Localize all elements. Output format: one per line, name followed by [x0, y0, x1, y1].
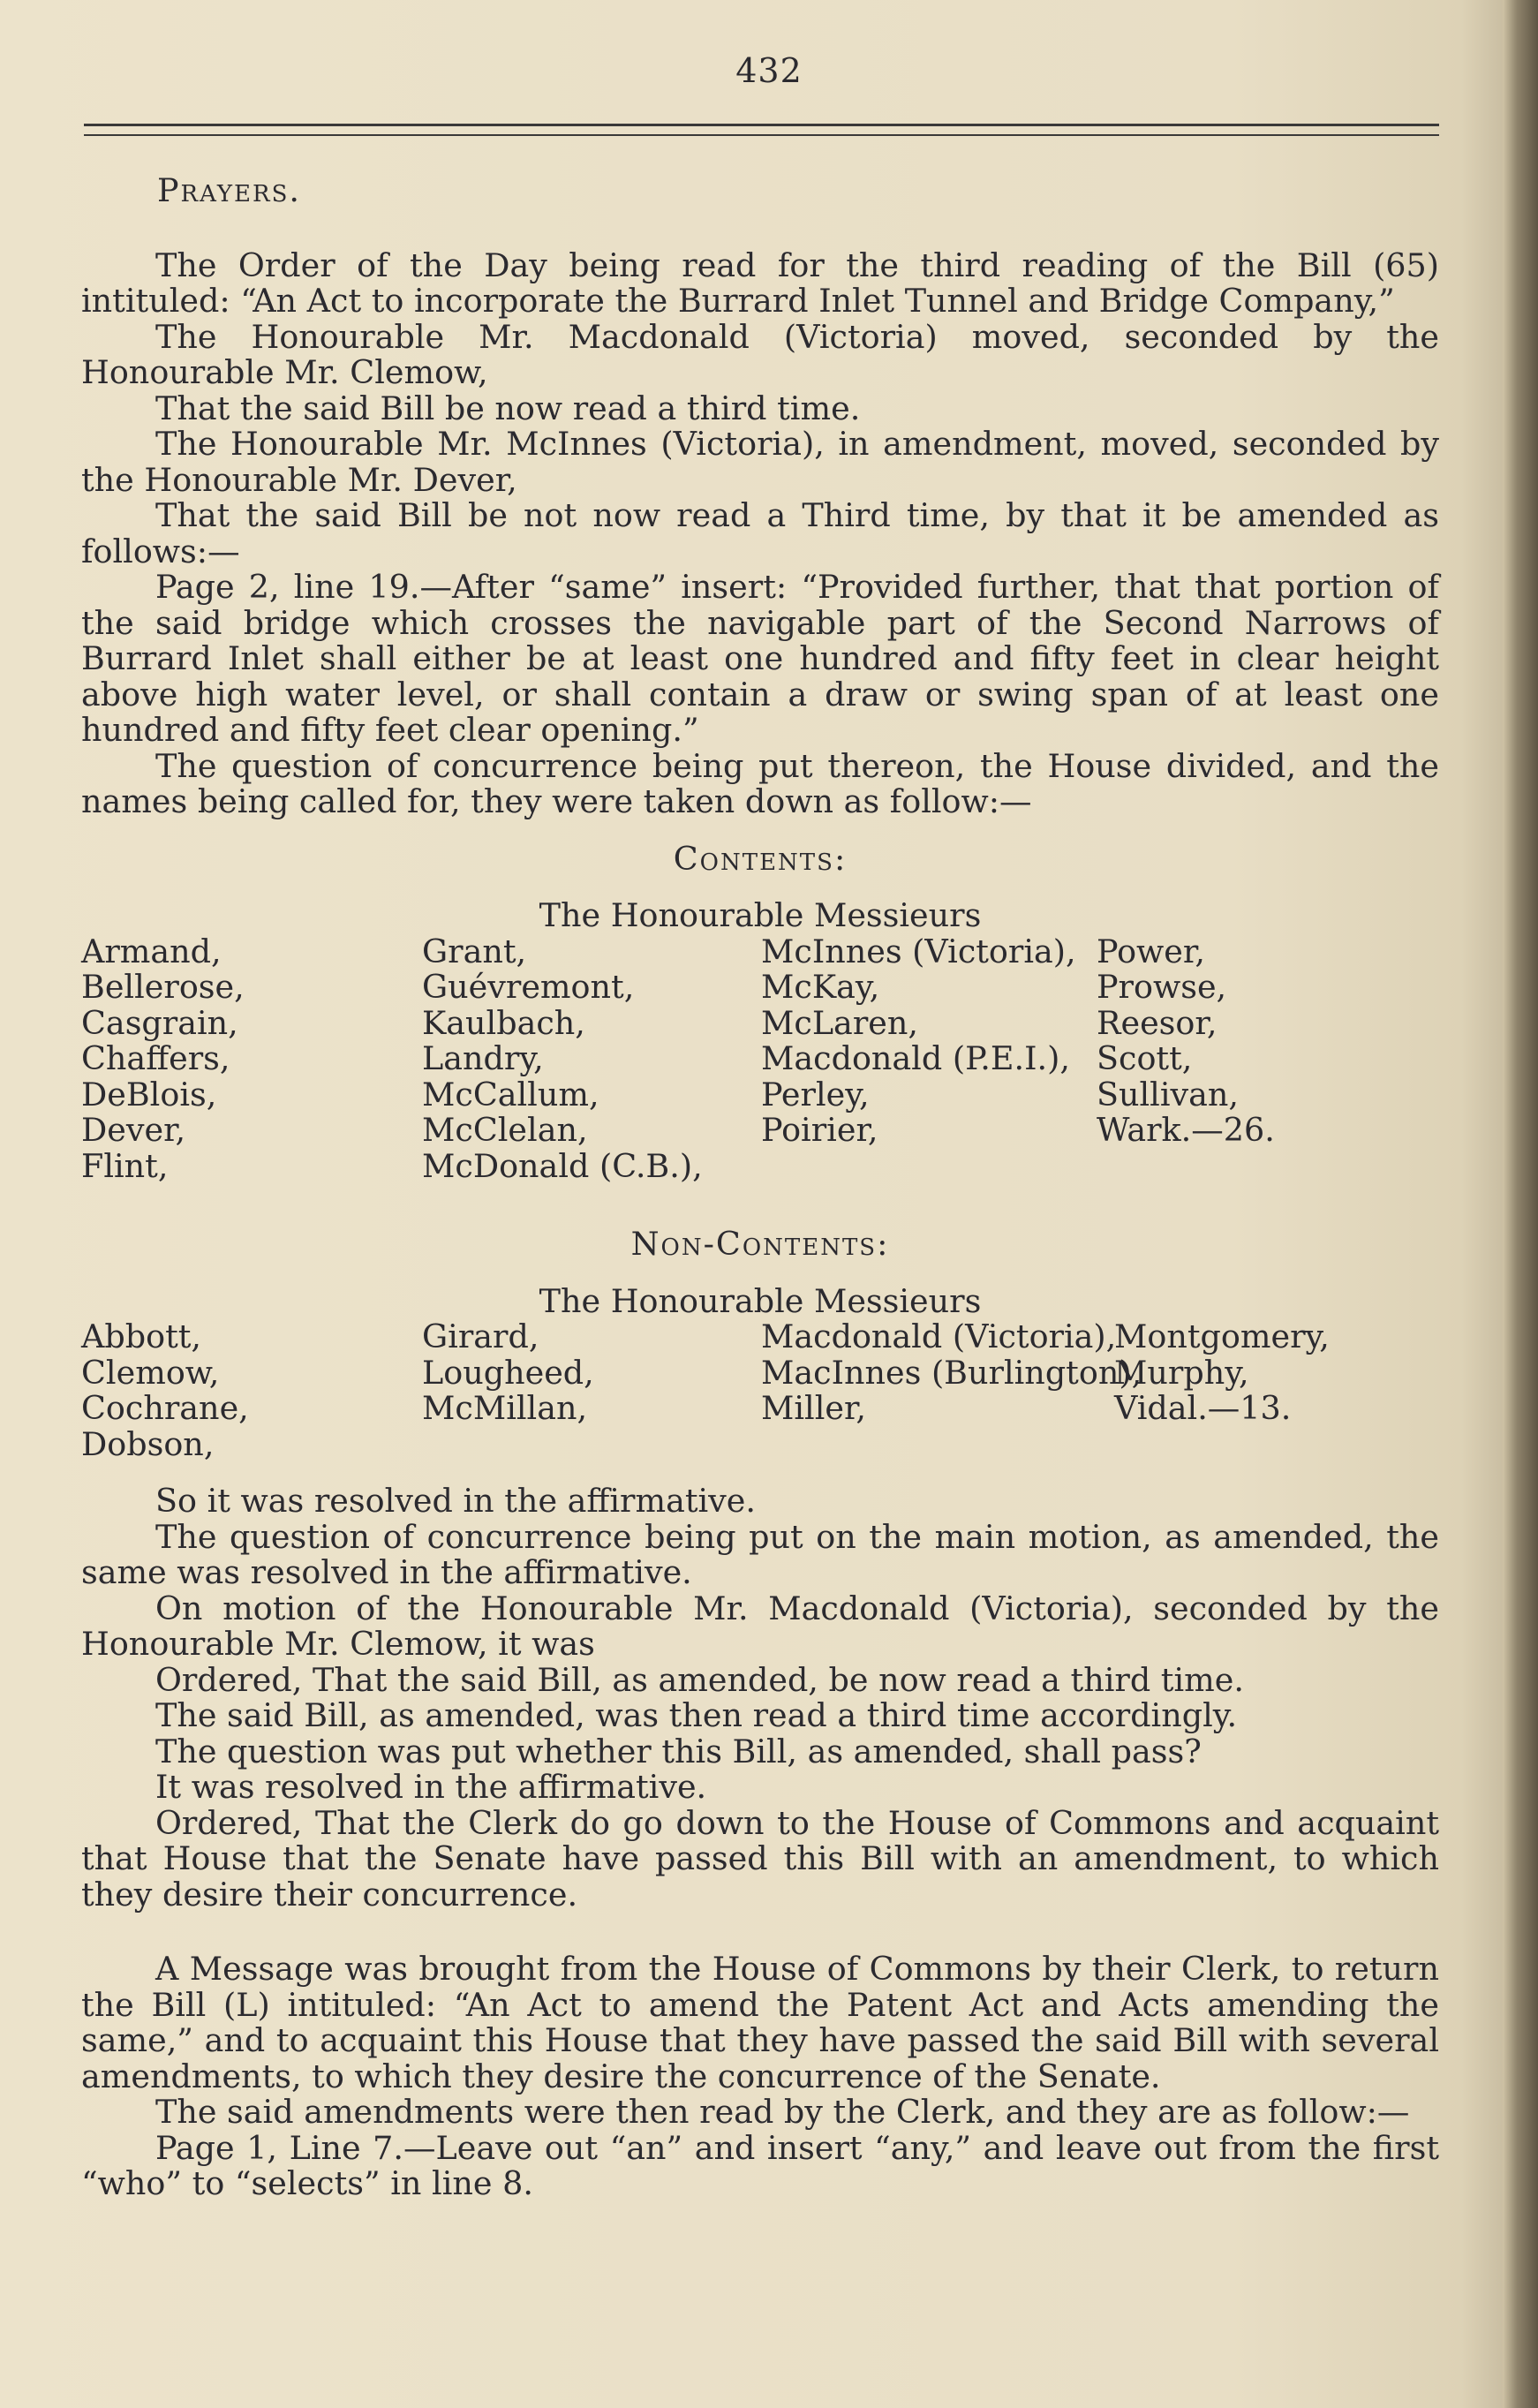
- name-row: [81, 1003, 1439, 1042]
- name-entry: Macdonald (P.E.I.),: [761, 1039, 1070, 1077]
- name-entry: Poirier,: [761, 1111, 878, 1149]
- name-row: [81, 1424, 1439, 1463]
- paragraph: The Order of the Day being read for the third reading of the Bill (65) intituled: “An Act to incorporate the Burrard Inlet Tunnel and Bridge Company,”: [81, 245, 1439, 320]
- name-row: [81, 1113, 1439, 1149]
- header-rule-top: [84, 124, 1439, 126]
- name-entry: McCallum,: [422, 1075, 599, 1113]
- name-entry: Girard,: [422, 1317, 539, 1355]
- paragraph: That the said Bill be now read a third time.: [155, 389, 861, 427]
- name-entry: Chaffers,: [81, 1039, 230, 1077]
- paragraph: Page 1, Line 7.—Leave out “an” and insert “any,” and leave out from the first “who” to “selects” in line 8.: [81, 2128, 1439, 2202]
- page-body: [81, 173, 1439, 2202]
- name-entry: Grant,: [422, 932, 527, 970]
- name-entry: Power,: [1097, 932, 1205, 970]
- name-entry: Wark.—26.: [1097, 1111, 1275, 1149]
- name-entry: McKay,: [761, 968, 880, 1006]
- section-heading-prayers: Prayers.: [157, 171, 301, 209]
- name-entry: Lougheed,: [422, 1353, 594, 1392]
- contents-list: [81, 934, 1439, 1185]
- contents-subheading: The Honourable Messieurs: [539, 896, 982, 934]
- name-entry: Clemow,: [81, 1353, 220, 1392]
- name-row: [81, 1041, 1439, 1077]
- name-entry: Montgomery,: [1114, 1317, 1330, 1355]
- name-entry: Perley,: [761, 1075, 870, 1113]
- paragraph: Ordered, That the Clerk do go down to the House of Commons and acquaint that House that the Senate have passed this Bill with an amendment, to which they desire their concurrence.: [81, 1803, 1439, 1914]
- contents-heading: Contents:: [673, 839, 848, 878]
- name-entry: Sullivan,: [1097, 1075, 1240, 1113]
- name-row: [81, 1077, 1439, 1113]
- name-row: [81, 1391, 1439, 1427]
- name-entry: MacInnes (Burlington),: [761, 1353, 1142, 1392]
- name-entry: McDonald (C.B.),: [422, 1146, 703, 1185]
- name-row: [81, 970, 1439, 1006]
- name-entry: Bellerose,: [81, 968, 245, 1006]
- name-entry: Kaulbach,: [422, 1003, 585, 1042]
- name-entry: Murphy,: [1114, 1353, 1249, 1392]
- paragraph: The question of concurrence being put on the main motion, as amended, the same was resolved in the affirmative.: [81, 1517, 1439, 1591]
- paragraph: The said Bill, as amended, was then read a third time accordingly.: [155, 1696, 1238, 1734]
- paragraph: The said amendments were then read by the Clerk, and they are as follow:—: [155, 2093, 1410, 2131]
- name-entry: Guévremont,: [422, 968, 635, 1006]
- page-edge-shadow: [1503, 0, 1538, 2408]
- paragraph: That the said Bill be not now read a Third time, by that it be amended as follows:—: [81, 496, 1439, 570]
- name-entry: Reesor,: [1097, 1003, 1218, 1042]
- name-entry: Casgrain,: [81, 1003, 238, 1042]
- name-entry: McMillan,: [422, 1389, 588, 1427]
- name-row: [81, 1355, 1439, 1392]
- paragraph: On motion of the Honourable Mr. Macdonald (Victoria), seconded by the Honourable Mr. Clemow, it was: [81, 1589, 1439, 1663]
- name-entry: Macdonald (Victoria),: [761, 1317, 1117, 1355]
- paragraph: The Honourable Mr. Macdonald (Victoria) moved, seconded by the Honourable Mr. Clemow,: [81, 317, 1439, 391]
- non-contents-list: [81, 1319, 1439, 1462]
- paragraph: It was resolved in the affirmative.: [155, 1768, 707, 1806]
- name-entry: DeBlois,: [81, 1075, 217, 1113]
- page-number: 432: [735, 51, 803, 90]
- paragraph: Ordered, That the said Bill, as amended, be now read a third time.: [155, 1660, 1244, 1699]
- paragraph: So it was resolved in the affirmative.: [155, 1482, 756, 1520]
- name-entry: Vidal.—13.: [1114, 1389, 1292, 1427]
- name-entry: Scott,: [1097, 1039, 1193, 1077]
- non-contents-heading: Non-Contents:: [630, 1225, 890, 1263]
- paragraph: A Message was brought from the House of Commons by their Clerk, to return the Bill (L) intituled: “An Act to amend the Patent Act and Acts amending the same,” and to acquaint this House that they have passed the said Bill with several amendments, to which they desire the concurrence of the Senate.: [81, 1950, 1439, 2095]
- header-rule-bottom: [84, 134, 1439, 136]
- name-row: [81, 1146, 1439, 1185]
- name-entry: Flint,: [81, 1146, 169, 1185]
- non-contents-subheading: The Honourable Messieurs: [539, 1281, 982, 1320]
- name-entry: Abbott,: [81, 1317, 202, 1355]
- name-row: [81, 1319, 1439, 1355]
- name-entry: Miller,: [761, 1389, 867, 1427]
- name-entry: Prowse,: [1097, 968, 1227, 1006]
- name-entry: Armand,: [81, 932, 222, 970]
- name-entry: Landry,: [422, 1039, 544, 1077]
- name-entry: Dever,: [81, 1111, 186, 1149]
- paragraph: The question of concurrence being put thereon, the House divided, and the names being called for, they were taken down as follow:—: [81, 746, 1439, 820]
- name-entry: McClelan,: [422, 1111, 588, 1149]
- name-entry: Dobson,: [81, 1424, 215, 1463]
- paragraph: Page 2, line 19.—After “same” insert: “Provided further, that that portion of the said bridge which crosses the navigable part of the Second Narrows of Burrard Inlet shall either be at least one hundred and fifty feet in clear height above high water level, or shall contain a draw or swing span of at least one hundred and fifty feet clear opening.”: [81, 568, 1439, 749]
- paragraph: The question was put whether this Bill, as amended, shall pass?: [155, 1732, 1202, 1770]
- name-row: [81, 934, 1439, 970]
- paragraph: The Honourable Mr. McInnes (Victoria), in amendment, moved, seconded by the Honourable Mr. Dever,: [81, 425, 1439, 499]
- name-entry: McLaren,: [761, 1003, 918, 1042]
- name-entry: Cochrane,: [81, 1389, 249, 1427]
- name-entry: McInnes (Victoria),: [761, 932, 1076, 970]
